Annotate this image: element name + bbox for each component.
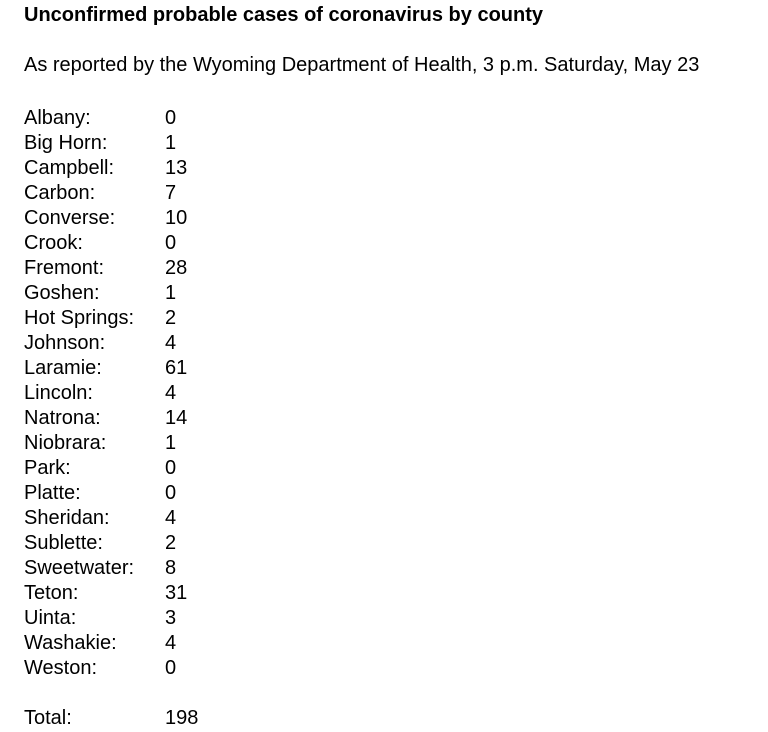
county-name: Lincoln: — [24, 382, 93, 404]
county-case-count: 4 — [165, 332, 177, 354]
county-name: Hot Springs: — [24, 307, 135, 329]
county-name: Platte: — [24, 482, 81, 504]
county-row — [24, 231, 768, 256]
county-name: Park: — [24, 457, 71, 479]
county-case-count: 31 — [165, 582, 188, 604]
county-case-count: 2 — [165, 307, 177, 329]
county-case-count: 0 — [165, 232, 177, 254]
county-row — [24, 581, 768, 606]
county-name: Sublette: — [24, 532, 103, 554]
county-name: Teton: — [24, 582, 79, 604]
county-name: Converse: — [24, 207, 116, 229]
report-source-line: As reported by the Wyoming Department of Health, 3 p.m. Saturday, May 23 — [24, 54, 700, 76]
county-row — [24, 656, 768, 681]
county-case-count: 1 — [165, 432, 177, 454]
county-row — [24, 431, 768, 456]
county-row — [24, 281, 768, 306]
county-case-count: 0 — [165, 482, 177, 504]
county-row — [24, 356, 768, 381]
county-row — [24, 206, 768, 231]
county-row — [24, 631, 768, 656]
county-row — [24, 556, 768, 581]
county-name: Johnson: — [24, 332, 106, 354]
county-case-count: 28 — [165, 257, 188, 279]
county-name: Natrona: — [24, 407, 101, 429]
county-row — [24, 481, 768, 506]
county-row — [24, 531, 768, 556]
county-case-count: 4 — [165, 507, 177, 529]
county-name: Fremont: — [24, 257, 105, 279]
county-case-count: 1 — [165, 132, 177, 154]
county-name: Albany: — [24, 107, 91, 129]
county-case-count: 7 — [165, 182, 177, 204]
county-case-list — [24, 106, 768, 681]
county-row — [24, 381, 768, 406]
county-case-count: 13 — [165, 157, 188, 179]
total-label: Total: — [24, 707, 72, 729]
county-name: Uinta: — [24, 607, 77, 629]
county-case-count: 4 — [165, 632, 177, 654]
county-case-count: 8 — [165, 557, 177, 579]
county-row — [24, 256, 768, 281]
total-value: 198 — [165, 707, 199, 729]
county-case-count: 2 — [165, 532, 177, 554]
county-case-count: 1 — [165, 282, 177, 304]
total-row — [24, 706, 768, 731]
county-case-count: 4 — [165, 382, 177, 404]
county-row — [24, 156, 768, 181]
county-name: Sheridan: — [24, 507, 110, 529]
county-name: Crook: — [24, 232, 83, 254]
page-title: Unconfirmed probable cases of coronavirus by county — [24, 4, 544, 26]
county-name: Big Horn: — [24, 132, 108, 154]
county-row — [24, 181, 768, 206]
county-case-count: 3 — [165, 607, 177, 629]
county-row — [24, 331, 768, 356]
county-row — [24, 606, 768, 631]
county-name: Campbell: — [24, 157, 115, 179]
county-case-count: 10 — [165, 207, 188, 229]
county-name: Niobrara: — [24, 432, 107, 454]
county-row — [24, 306, 768, 331]
county-row — [24, 406, 768, 431]
county-name: Laramie: — [24, 357, 102, 379]
county-row — [24, 106, 768, 131]
county-row — [24, 131, 768, 156]
county-case-count: 0 — [165, 457, 177, 479]
county-name: Washakie: — [24, 632, 117, 654]
county-row — [24, 506, 768, 531]
county-case-count: 0 — [165, 107, 177, 129]
county-name: Goshen: — [24, 282, 100, 304]
county-name: Sweetwater: — [24, 557, 135, 579]
county-case-count: 0 — [165, 657, 177, 679]
county-name: Carbon: — [24, 182, 96, 204]
county-row — [24, 456, 768, 481]
county-name: Weston: — [24, 657, 97, 679]
county-case-count: 61 — [165, 357, 188, 379]
county-case-count: 14 — [165, 407, 188, 429]
